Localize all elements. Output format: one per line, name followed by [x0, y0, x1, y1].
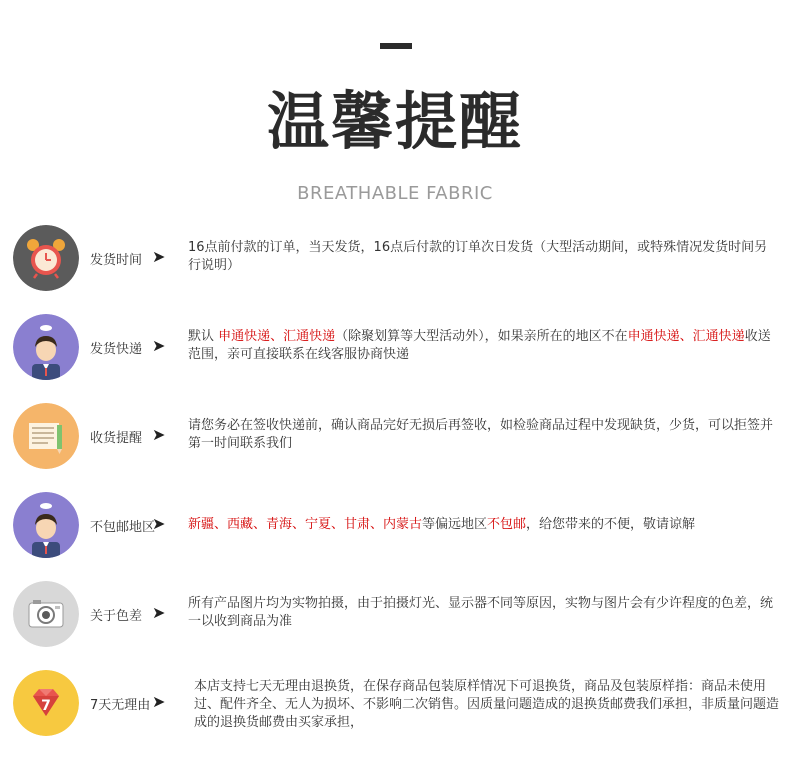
arrow-right-icon: ➤ — [152, 247, 166, 266]
description-text: 所有产品图片均为实物拍摄，由于拍摄灯光、显示器不同等原因，实物与图片会有少许程度的色差，统一以收到商品为准 — [188, 596, 774, 629]
arrow-right-icon: ➤ — [152, 692, 166, 711]
highlight-text: 申通快递、汇通快递 — [627, 329, 745, 344]
notice-row-receipt — [0, 403, 790, 473]
row-description — [194, 678, 779, 732]
page-title: 温馨提醒 — [266, 85, 523, 158]
gem-badge-number: 7 — [41, 698, 51, 714]
description-text: 16点前付款的订单，当天发货，16点后付款的订单次日发货（大型活动期间，或特殊情况发货时间另行说明） — [188, 240, 768, 273]
row-description — [188, 417, 773, 453]
highlight-text: 申通快递、汇通快递 — [218, 329, 336, 344]
row-description — [188, 239, 773, 275]
row-label: 发货时间 — [90, 253, 143, 268]
page-subtitle: BREATHABLE FABRIC — [297, 183, 493, 204]
notice-row-shipping-time — [0, 225, 790, 295]
highlight-text: 新疆、西藏、青海、宁夏、甘肃、内蒙古 — [188, 517, 423, 532]
camera-icon — [13, 581, 79, 647]
courier-avatar-icon — [13, 314, 79, 380]
receipt-icon — [13, 403, 79, 469]
row-description — [188, 328, 773, 364]
row-description — [188, 595, 773, 631]
description-text: （除聚划算等大型活动外），如果亲所在的地区不在 — [335, 329, 628, 344]
service-avatar-icon — [13, 492, 79, 558]
arrow-right-icon: ➤ — [152, 603, 166, 622]
description-text: 本店支持七天无理由退换货，在保存商品包装原样情况下可退换货，商品及包装原样指：商品未使用过、配件齐全、无人为损坏、不影响二次销售。因质量问题造成的退换货邮费我们承担，非质量问题造成的退换货邮费由买家承担， — [194, 679, 780, 730]
notice-row-color-difference — [0, 581, 790, 651]
description-text: 收送范围，亲可直接联系在线客服协商快递 — [188, 329, 771, 362]
title-dash — [380, 43, 412, 49]
notice-row-7-day-returns — [0, 670, 790, 740]
notice-row-no-free-shipping — [0, 492, 790, 562]
row-label: 不包邮地区 — [90, 520, 156, 535]
arrow-right-icon: ➤ — [152, 336, 166, 355]
row-label: 7天无理由 — [90, 698, 151, 713]
row-label: 关于色差 — [90, 609, 143, 624]
description-text: ，给您带来的不便，敬请谅解 — [526, 517, 696, 532]
description-text: 等偏远地区 — [422, 517, 488, 532]
highlight-text: 不包邮 — [487, 517, 527, 532]
row-description — [188, 516, 773, 534]
notice-row-courier — [0, 314, 790, 384]
row-label: 收货提醒 — [90, 431, 143, 446]
gem-7-icon — [13, 670, 79, 736]
alarm-clock-icon — [13, 225, 79, 291]
arrow-right-icon: ➤ — [152, 425, 166, 444]
description-text: 请您务必在签收快递前，确认商品完好无损后再签收，如检验商品过程中发现缺货，少货，可以拒签并第一时间联系我们 — [188, 418, 774, 451]
description-text: 默认 — [188, 329, 219, 344]
row-label: 发货快递 — [90, 342, 143, 357]
arrow-right-icon: ➤ — [152, 514, 166, 533]
